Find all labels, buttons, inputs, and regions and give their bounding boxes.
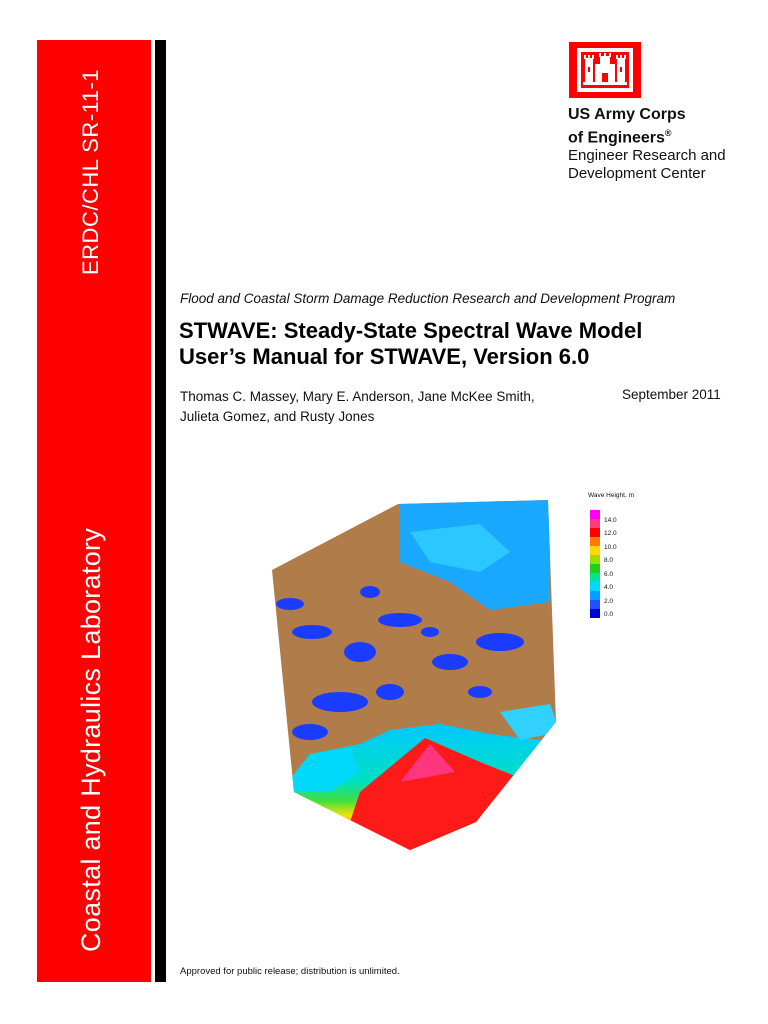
laboratory-name: Coastal and Hydraulics Laboratory: [76, 527, 106, 952]
sidebar-black-rule: [155, 40, 166, 982]
authors-line-2: Julieta Gomez, and Rusty Jones: [180, 409, 375, 424]
title-line-2: User’s Manual for STWAVE, Version 6.0: [179, 344, 590, 369]
wave-height-map-image: [250, 492, 560, 852]
legend-swatch: [590, 591, 600, 600]
legend-swatch: [590, 600, 600, 609]
legend-swatch: [590, 582, 600, 591]
org-line-4: Development Center: [568, 165, 706, 183]
org-line-3: Engineer Research and: [568, 147, 726, 165]
legend-title: Wave Height, m: [588, 492, 634, 499]
wave-height-legend: [586, 492, 666, 632]
org-line-1: US Army Corps: [568, 106, 686, 123]
legend-tick-label: 10.0: [604, 543, 617, 551]
organization-block: [568, 106, 758, 183]
legend-swatch: [590, 546, 600, 555]
legend-swatch: [590, 537, 600, 546]
title-line-1: STWAVE: Steady-State Spectral Wave Model: [179, 318, 643, 343]
program-name: Flood and Coastal Storm Damage Reduction Research and Development Program: [180, 291, 676, 306]
legend-tick-label: 12.0: [604, 530, 617, 538]
legend-tick-label: 8.0: [604, 557, 614, 565]
legend-swatch: [590, 564, 600, 573]
authors: [180, 387, 535, 427]
legend-tick-label: 2.0: [604, 597, 614, 605]
legend-tick-label: 0.0: [604, 611, 614, 618]
distribution-statement: Approved for public release; distribution is unlimited.: [180, 966, 400, 977]
registered-mark: ®: [664, 128, 672, 138]
authors-line-1: Thomas C. Massey, Mary E. Anderson, Jane McKee Smith,: [180, 389, 535, 404]
castle-logo-icon: [569, 42, 641, 98]
legend-tick-label: 6.0: [604, 570, 614, 578]
legend-swatch: [590, 609, 600, 618]
legend-tick-label: 14.0: [604, 517, 617, 524]
legend-swatch: [590, 519, 600, 528]
document-title: [179, 318, 642, 370]
legend-swatch: [590, 510, 600, 519]
org-line-2-text: of Engineers: [568, 129, 665, 147]
legend-swatch: [590, 573, 600, 582]
legend-swatch: [590, 555, 600, 564]
report-number: ERDC/CHL SR-11-1: [78, 68, 103, 275]
publication-date: September 2011: [622, 387, 721, 402]
legend-tick-label: 4.0: [604, 584, 614, 592]
org-line-2: [568, 124, 758, 147]
legend-swatch: [590, 528, 600, 537]
